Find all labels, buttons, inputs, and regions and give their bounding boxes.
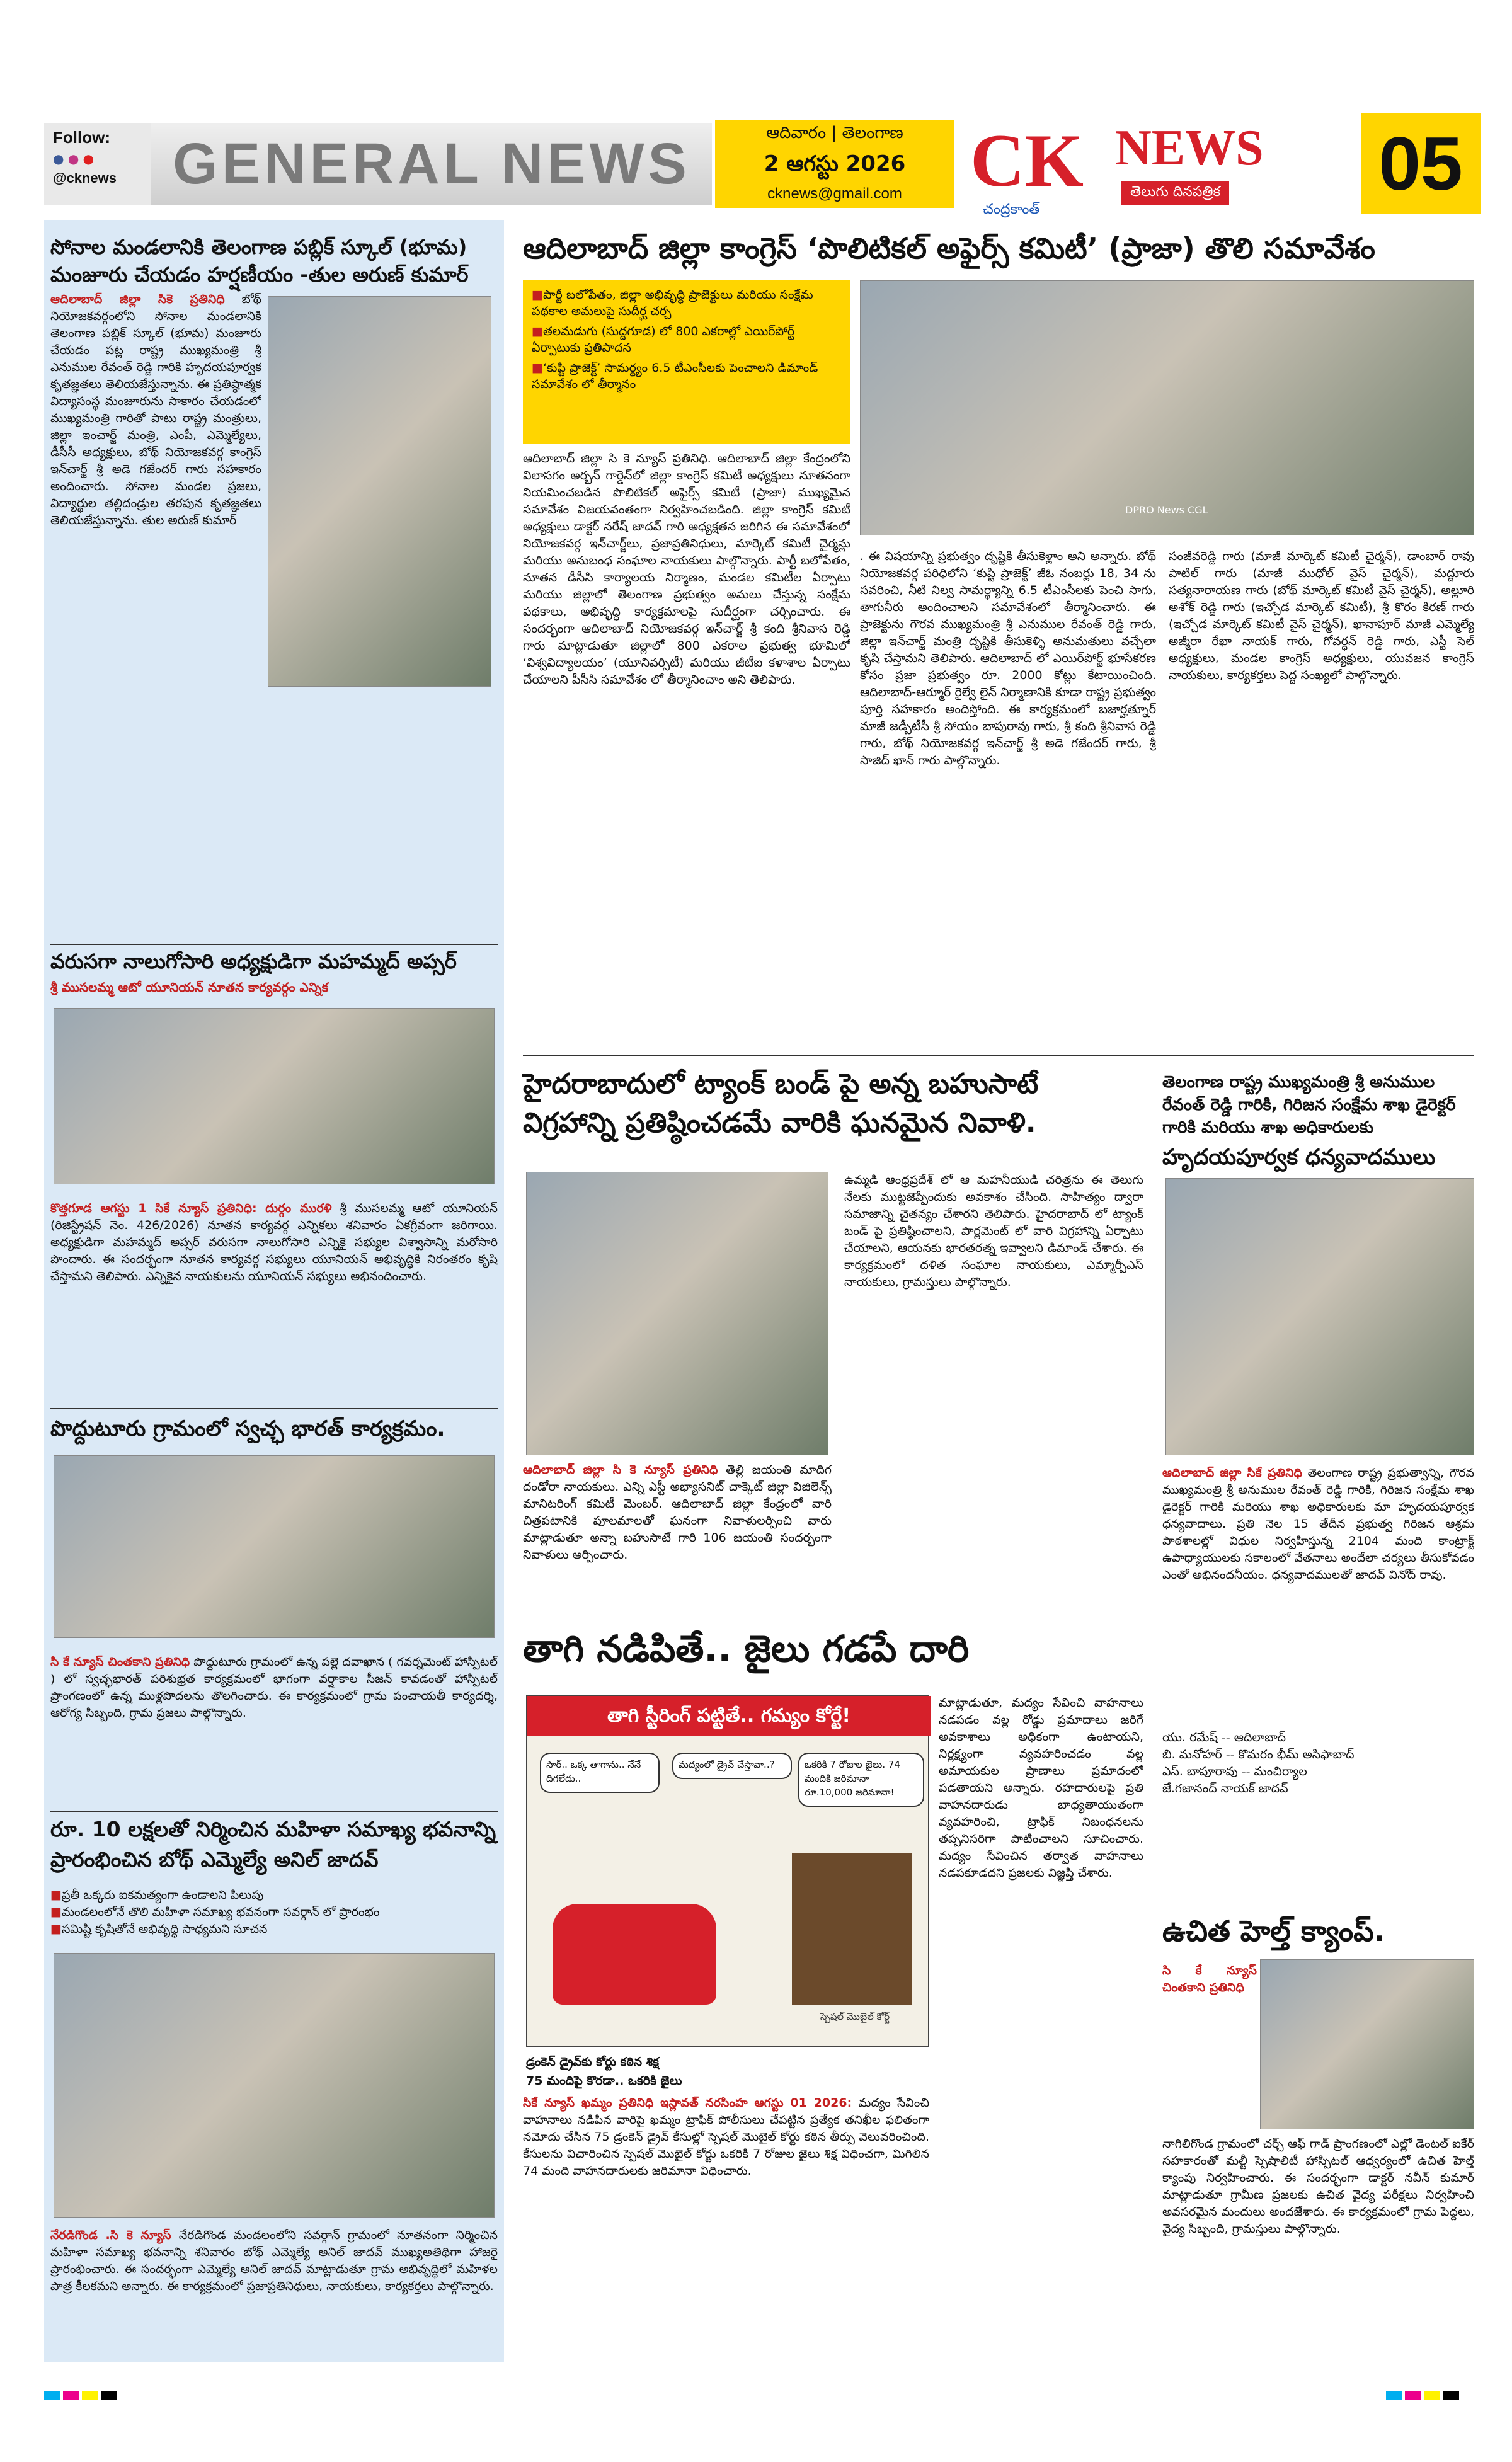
brand-logo [970, 113, 1348, 217]
drunk-caption-2: 75 మందిపై కొరడా.. ఒకరికి జైలు [526, 2074, 682, 2088]
s2-subhead: శ్రీ ముసలమ్మ ఆటో యూనియన్ నూతన కార్యవర్గం ఎన్నిక [50, 980, 329, 995]
top-headline: ఆదిలాబాద్ జిల్లా కాంగ్రెస్ ‘పొలిటికల్ అఫైర్స్ కమిటీ’ (ప్రాజా) తొలి సమావేశం [523, 231, 1375, 265]
facebook-icon[interactable]: ● [53, 151, 64, 166]
s3-headline: పొద్దుటూరు గ్రామంలో స్వచ్ఛ భారత్ కార్యక్రమం. [50, 1416, 445, 1441]
signatory: ఎస్. బాపూరావు -- మంచిర్యాల [1162, 1765, 1307, 1778]
top-bullets [523, 280, 850, 444]
s4-body: నేరడిగొండ మండలంలోని సవర్గాన్ గ్రామంలో నూతనంగా నిర్మించిన మహిళా సమాఖ్య భవనాన్ని శనివారం బోథ్ ఎమ్మెల్యే అనిల్ జాదవ్ ముఖ్యఅతిథిగా హాజరై ప్రారంభించారు. ఈ సందర్భంగా ఎమ్మెల్యే అనిల్ జాదవ్ మాట్లాడుతూ గ్రామ అభివృద్ధిలో మహిళల పాత్ర కీలకమని అన్నారు. ఈ కార్యక్రమంలో ప్రజాప్రతినిధులు, నాయకులు, కార్యకర్తలు పాల్గొన్నారు. [50, 2228, 498, 2293]
s4-bullet: ■ మండలంలోనే తొలి మహిళా సమాఖ్య భవనంగా సవర్గాన్ లో ప్రారంభం [50, 1904, 498, 1921]
signatory: యు. రమేష్ -- ఆదిలాబాద్ [1162, 1731, 1286, 1744]
s2-text [50, 1200, 498, 1408]
divider [50, 1408, 498, 1409]
email: cknews@gmail.com [767, 185, 902, 202]
health-body: నాగిలిగొండ గ్రామంలో చర్చ్ ఆఫ్ గాడ్ ప్రాంగణంలో ఎల్లో డెంటల్ ఐకేర్ సహకారంతో మల్టీ స్పెషాలిటీ హాస్పిటల్ ఆధ్వర్యంలో ఉచిత హెల్త్ క్యాంపు నిర్వహించారు. ఈ సందర్భంగా డాక్టర్ నవీన్ కుమార్ మాట్లాడుతూ గ్రామీణ ప్రజలకు ఉచిత వైద్య పరీక్షలు నిర్వహించి అవసరమైన మందులు అందజేశారు. ఈ కార్యక్రమంలో గ్రామ పెద్దలు, వైద్య సిబ్బంది, గ్రామస్తులు పాల్గొన్నారు. [1162, 2137, 1474, 2236]
top-bullet: ■ పార్టీ బలోపేతం, జిల్లా అభివృద్ధి ప్రాజెక్టులు మరియు సంక్షేమ పథకాల అమలుపై సుదీర్ఘ చర్చ [532, 287, 842, 319]
thanks-dateline: ఆదిలాబాద్ జిల్లా సికే ప్రతినిధి [1162, 1466, 1302, 1480]
s4-text [50, 2227, 498, 2359]
middle-dateline: ఆదిలాబాద్ జిల్లా సి కె న్యూస్ ప్రతినిధి [523, 1463, 718, 1477]
logo-sub: చంద్రకాంత్ [983, 202, 1040, 217]
divider [50, 944, 498, 945]
top-bullet: ■ తలమడుగు (సుద్దగూడ) లో 800 ఎకరాల్లో ఎయిర్‌పోర్ట్ ఏర్పాటుకు ప్రతిపాదన [532, 323, 842, 356]
middle-col1 [523, 1462, 832, 1606]
thanks-signatories [1162, 1729, 1474, 1912]
s4-bullet: ■ సమిష్టి కృషితోనే అభివృద్ధి సాధ్యమని సూచన [50, 1921, 498, 1938]
court-label: స్పెషల్ మొబైల్ కోర్ట్ [820, 2011, 890, 2022]
drunk-graphic [526, 1695, 929, 2047]
s1-photo [268, 296, 491, 687]
drunk-col2: మాట్లాడుతూ, మద్యం సేవించి వాహనాలు నడపడం వల్ల రోడ్డు ప్రమాదాలు జరిగే అవకాశాలు అధికంగా ఉంటాయని, నిర్లక్ష్యంగా వ్యవహరించడం వల్ల అమాయకుల ప్రాణాలు ప్రమాదంలో పడతాయని అన్నారు. రహదారులపై ప్రతి వాహనదారుడు బాధ్యతాయుతంగా వ్యవహరించి, ట్రాఫిక్ నిబంధనలను తప్పనిసరిగా పాటించాలని సూచించారు. మద్యం సేవించిన తర్వాత వాహనాలు నడపకూడదని ప్రజలకు విజ్ఞప్తి చేశారు. [939, 1696, 1143, 1880]
follow-box [44, 123, 151, 205]
thanks-text [1162, 1465, 1474, 1729]
page-number: 05 [1361, 113, 1480, 214]
day-place: ఆదివారం | తెలంగాణ [766, 123, 903, 142]
s2-headline: వరుసగా నాలుగోసారి అధ్యక్షుడిగా మహమ్మద్ అప్సర్ [50, 949, 457, 973]
issue-date: 2 ఆగస్టు 2026 [764, 151, 906, 176]
logo-tag: తెలుగు దినపత్రిక [1121, 181, 1229, 205]
s2-body: శ్రీ ముసలమ్మ ఆటో యూనియన్ (రిజిస్ట్రేషన్ నెం. 426/2026) నూతన కార్యవర్గ ఎన్నికలు శనివారం ఏకగ్రీవంగా జరిగాయి. అధ్యక్షుడిగా మహమ్మద్ అప్సర్ వరుసగా నాలుగోసారి ఎన్నికై సభ్యుల విశ్వాసాన్ని మరోసారి పొందారు. ఈ సందర్భంగా నూతన కార్యవర్గ సభ్యులు యూనియన్ అభివృద్ధికి నిరంతరం కృషి చేస్తామని తెలిపారు. ఎన్నికైన నాయకులను యూనియన్ సభ్యులు అభినందించారు. [50, 1201, 498, 1283]
s2-dateline: కొత్తగూడ ఆగస్టు 1 సికే న్యూస్ ప్రతినిధి: దుర్గం మురళి [50, 1201, 332, 1215]
top-photo-caption: DPRO News CGL [1125, 504, 1208, 516]
thanks-headline-2: హృదయపూర్వక ధన్యవాదములు [1162, 1145, 1436, 1170]
drunk-headline: తాగి నడిపితే.. జైలు గడపే దారి [523, 1627, 970, 1670]
registration-marks [1386, 2391, 1462, 2400]
car-icon [553, 1904, 716, 2005]
signatory: జే.గజానంద్ నాయక్ జాదవ్ [1162, 1782, 1288, 1795]
health-headline: ఉచిత హెల్త్ క్యాంప్. [1162, 1914, 1385, 1948]
speech-bubble: ఒకరికి 7 రోజుల జైలు. 74 మందికి జరిమానా రూ.10,000 జరిమానా! [798, 1753, 924, 1807]
divider [523, 1055, 1474, 1056]
s3-body: పొద్దుటూరు గ్రామంలో ఉన్న పల్లె దవాఖాన ( గవర్నమెంట్ హాస్పిటల్ ) లో స్వచ్ఛభారత్ పరిశుభ్రత కార్యక్రమంలో భాగంగా వర్షాకాల సీజన్ కావడంతో హాస్పిటల్ ప్రాంగణంలో ఉన్న ముళ్లపొదలను తొలగించారు. ఈ కార్యక్రమంలో గ్రామ పంచాయతీ కార్యదర్శి, ఆరోగ్య సిబ్బంది, గ్రామ ప్రజలు పాల్గొన్నారు. [50, 1655, 498, 1720]
section-title: GENERAL NEWS [151, 123, 712, 205]
s4-photo [54, 1953, 495, 2218]
drunk-col1-text: మద్యం సేవించి వాహనాలు నడిపిన వారిపై ఖమ్మం ట్రాఫిక్ పోలీసులు చేపట్టిన ప్రత్యేక తనిఖీల ఫలితంగా నమోదు చేసిన 75 డ్రంకెన్ డ్రైవ్ కేసుల్లో స్పెషల్ మొబైల్ కోర్టు కఠిన తీర్పు వెలువరించింది. కేసులను విచారించిన స్పెషల్ మొబైల్ కోర్టు ఒకరికి 7 రోజుల జైలు శిక్ష విధించగా, మిగిలిన 74 మంది వాహనదారులకు జరిమానా విధించారు. [523, 2096, 929, 2178]
middle-col1-text: తెల్లి జయంతి మాదిగ దండోరా నాయకులు. ఎన్ని ఎస్టీ అభ్యాసనిట్ చాక్కెట్ జిల్లా విజిలెన్స్ మానిటరింగ్ కమిటీ మెంబర్. ఆదిలాబాద్ జిల్లా కేంద్రంలో వారి చిత్రపటానికి పూలమాలతో ఘనంగా నివాళులర్పించి వారు మాట్లాడుతూ అన్నా బహుసాటే గారి 106 జయంతి సందర్భంగా నివాళులు అర్పించారు. [523, 1463, 832, 1562]
s3-dateline: సి కే న్యూస్ చింతకాని ప్రతినిధి [50, 1655, 190, 1669]
middle-photo [526, 1172, 828, 1455]
s2-photo [54, 1008, 495, 1184]
s4-bullet: ■ ప్రతీ ఒక్కరు ఐకమత్యంగా ఉండాలని పిలుపు [50, 1887, 498, 1904]
signatory: బి. మనోహర్ -- కొమరం భీమ్ అసిఫాబాద్ [1162, 1748, 1354, 1761]
middle-col2: ఉమ్మడి ఆంధ్రప్రదేశ్ లో ఆ మహనీయుడి చరిత్రను ఈ తెలుగు నేలకు ముట్టజెప్పేందుకు అవకాశం చేసింది. సాహిత్యం ద్వారా సమాజాన్ని చైతన్యం చేశారని తెలిపారు. హైదరాబాద్ లో ట్యాంక్ బండ్ పై ప్రతిష్ఠించాలని, పార్లమెంట్ లో వారి విగ్రహాన్ని ఏర్పాటు చేయాలని, ఆయనకు భారతరత్న ఇవ్వాలని డిమాండ్ చేశారు. ఈ కార్యక్రమంలో దళిత సంఘాల నాయకులు, ఎమ్మార్పీఎస్ నాయకులు, గ్రామస్తులు పాల్గొన్నారు. [844, 1173, 1143, 1289]
judge-bench-icon [792, 1853, 912, 2005]
logo-ck: CK [970, 118, 1084, 202]
thanks-headline-1: తెలంగాణ రాష్ట్ర ముఖ్యమంత్రి శ్రీ అనుముల రేవంత్ రెడ్డి గారికి, గిరిజన సంక్షేమ శాఖ డైరెక్టర్ గారికి మరియు శాఖ అధికారులకు [1162, 1073, 1456, 1137]
middle-headline: హైదరాబాదులో ట్యాంక్ బండ్ పై అన్న బహుసాటే విగ్రహాన్ని ప్రతిష్ఠించడమే వారికి ఘనమైన నివాళి. [523, 1068, 1039, 1139]
divider [50, 1811, 498, 1812]
youtube-icon[interactable]: ● [83, 151, 94, 166]
top-col3: సంజీవరెడ్డి గారు (మాజీ మార్కెట్ కమిటీ చైర్మన్), డాంబార్ రావు పాటిల్ గారు (మాజీ ముధోల్ వైస్ చైర్మన్), మద్దూరు సత్యనారాయణ గారు (బోథ్ మార్కెట్ కమిటీ వైస్ చైర్మన్), అల్లూరి అశోక్ రెడ్డి గారు (ఇచ్చోడ మార్కెట్ కమిటీ), శ్రీ కొరం కిరణ్ గారు (ఇచ్చోడ మార్కెట్ కమిటీ వైస్ చైర్మన్), ఖానాపూర్ మాజీ ఎమ్మెల్యే అజ్మీరా రేఖా నాయక్ గారు, గోవర్ధన్ రెడ్డి గారు, ఎస్టీ సెల్ అధ్యక్షులు, మండల కాంగ్రెస్ అధ్యక్షులు, యువజన కాంగ్రెస్ నాయకులు, కార్యకర్తలు పెద్ద సంఖ్యలో పాల్గొన్నారు. [1169, 549, 1474, 682]
drunk-dateline: సికే న్యూస్ ఖమ్మం ప్రతినిధి ఇస్లావత్ నరసింహ ఆగస్టు 01 2026: [523, 2096, 852, 2110]
health-photo [1260, 1959, 1474, 2129]
top-bullet: ■ ‘కుప్టి ప్రాజెక్ట్’ సామర్థ్యం 6.5 టీఎంసీలకు పెంచాలని డిమాండ్ సమావేశం లో తీర్మానం [532, 360, 842, 392]
date-box [715, 120, 954, 208]
logo-news: NEWS [1115, 120, 1264, 176]
drunk-caption-1: డ్రంకెన్ డ్రైవ్‌కు కోర్టు కఠిన శిక్ష [526, 2055, 660, 2069]
s1-dateline: ఆదిలాబాద్ జిల్లా సికె ప్రతినిధి [50, 292, 225, 306]
top-col1: ఆదిలాబాద్ జిల్లా సి కె న్యూస్ ప్రతినిధి. ఆదిలాబాద్ జిల్లా కేంద్రంలోని విలాసగం అర్బన్ గార్డెన్‌లో జిల్లా కాంగ్రెస్ కమిటీ అధ్యక్షులు నూతనంగా నియమించబడిన పొలిటికల్ అఫైర్స్ కమిటీ (ప్రాజా) ముఖ్యమైన సమావేశం విజయవంతంగా నిర్వహించబడింది. జిల్లా కాంగ్రెస్ కమిటీ అధ్యక్షులు డాక్టర్ నరేష్ జాదవ్ గారి అధ్యక్షతన జరిగిన ఈ సమావేశంలో నియోజకవర్గ ఇన్‌చార్జ్‌లు, ప్రజాప్రతినిధులు, మార్కెట్ కమిటీ చైర్మన్లు మరియు అనుబంధ సంఘాల నాయకులు పాల్గొన్నారు. పార్టీ బలోపేతం, నూతన డీసీసి కార్యాలయ నిర్మాణం, మండల కమిటీల ఏర్పాటు మరియు జిల్లాలో తెలంగాణ ప్రభుత్వం అమలు చేస్తున్న సంక్షేమ పథకాలు, అభివృద్ధి కార్యక్రమాలపై సుదీర్ఘంగా చర్చించారు. ఈ సందర్భంగా ఆదిలాబాద్ నియోజకవర్గ ఇన్‌చార్జ్ శ్రీ కంది శ్రీనివాస రెడ్డి గారు మాట్లాడుతూ జిల్లాలో 800 ఎకరాల ప్రభుత్వ భూమిలో ‘విశ్వవిద్యాలయం’ (యూనివర్సిటీ) మరియు జీటీఐ కళాశాల ఏర్పాటు చేయాలని పీసీసి సమావేశం లో తీర్మానించాం అని తెలిపారు. [523, 452, 850, 687]
thanks-photo [1166, 1178, 1474, 1455]
drunk-graphic-title: తాగి స్టీరింగ్ పట్టితే.. గమ్యం కోర్టే! [527, 1696, 931, 1736]
follow-label: Follow: [53, 128, 110, 147]
social-handle: @cknews [53, 170, 117, 186]
social-icons [53, 151, 151, 166]
top-col2: . ఈ విషయాన్ని ప్రభుత్వం దృష్టికి తీసుకెళ్లాం అని అన్నారు. బోథ్ నియోజకవర్గ పరిధిలోని ‘కుప్టి ప్రాజెక్ట్’ జీఓ నంబర్లు 18, 34 ను సవరించి, నీటి నిల్వ సామర్థ్యాన్ని 6.5 టీఎంసీలకు పెంచి సాగు, తాగునీరు అందించాలని సమావేశంలో తీర్మానించారు. ఈ ప్రాజెక్టును గౌరవ ముఖ్యమంత్రి శ్రీ ఎనుముల రేవంత్ రెడ్డి గారు, జిల్లా ఇన్‌చార్జ్ మంత్రి దృష్టికి తీసుకెళ్ళి అనుమతులు వచ్చేలా కృషి చేస్తామని తెలిపారు. ఆదిలాబాద్ లో ఎయిర్‌పోర్ట్ భూసేకరణ కోసం ప్రజా ప్రభుత్వం రూ. 2000 కోట్లు కేటాయించింది. ఆదిలాబాద్-ఆర్మూర్ రైల్వే లైన్ నిర్మాణానికి కూడా రాష్ట్ర ప్రభుత్వం పూర్తి సహకారం అందిస్తోంది. ఈ కార్యక్రమంలో బజార్హత్నూర్ మాజీ జడ్పీటీసీ శ్రీ సోయం బాపురావు గారు, శ్రీ కంది శ్రీనివాస రెడ్డి గారు, బోథ్ నియోజకవర్గ ఇన్‌చార్జ్ శ్రీ అడె గజేందర్ గారు, శ్రీ సాజిద్ ఖాన్ గారు పాల్గొన్నారు. [860, 549, 1156, 767]
speech-bubble: మద్యంలో డ్రైవ్ చేస్తావా..? [672, 1753, 792, 1779]
instagram-icon[interactable]: ● [67, 151, 79, 166]
registration-marks [44, 2391, 120, 2400]
s4-bullets [50, 1887, 498, 1938]
speech-bubble: సార్.. ఒక్క తాగాను.. నేనే దిగలేదు.. [540, 1753, 660, 1793]
s1-text [50, 291, 261, 984]
health-dateline: సి కే న్యూస్ చింతకాని ప్రతినిధి [1162, 1964, 1257, 1995]
drunk-col1 [523, 2095, 929, 2359]
thanks-body: తెలంగాణ రాష్ట్ర ప్రభుత్వాన్ని, గౌరవ ముఖ్యమంత్రి శ్రీ అనుముల రేవంత్ రెడ్డి గారికి, గిరిజన సంక్షేమ శాఖ డైరెక్టర్ గారికి మరియు శాఖ అధికారులకు మా హృదయపూర్వక ధన్యవాదాలు. ప్రతి నెల 15 తేదీన ప్రభుత్వ గిరిజన ఆశ్రమ పాఠశాలల్లో విధుల నిర్వహిస్తున్న 2104 మంది కాంట్రాక్ట్ ఉపాధ్యాయులకు సకాలంలో వేతనాలు అందేలా చర్యలు తీసుకోవడం ఎంతో అభినందనీయం. ధన్యవాదములతో జాదవ్ వినోద్ రావు. [1162, 1466, 1474, 1582]
top-photo [860, 280, 1474, 535]
s1-headline: సోనాల మండలానికి తెలంగాణ పబ్లిక్ స్కూల్ (భూమ) మంజూరు చేయడం హర్షణీయం -తుల అరుణ్ కుమార్ [50, 235, 469, 287]
s1-body: బోథ్ నియోజకవర్గంలోని సోనాల మండలానికి తెలంగాణ పబ్లిక్ స్కూల్ (భూమ) మంజూరు చేయడం పట్ల రాష్ట్ర ముఖ్యమంత్రి శ్రీ ఎనుముల రేవంత్ రెడ్డి గారికి హృదయపూర్వక కృతజ్ఞతలు తెలియజేస్తున్నాను. ఈ ప్రతిష్ఠాత్మక విద్యాసంస్థ మంజూరును సాకారం చేయడంలో ముఖ్యమంత్రి గారితో పాటు రాష్ట్ర మంత్రులు, జిల్లా ఇంచార్జ్ మంత్రి, ఎంపీ, ఎమ్మెల్యేలు, డీసీసీ అధ్యక్షులు, బోథ్ నియోజకవర్గ కాంగ్రెస్ ఇన్‌చార్జ్ శ్రీ అడె గజేందర్ గారు సహకారం అందించారు. సోనాల మండల ప్రజలు, విద్యార్థుల తల్లిదండ్రుల తరపున కృతజ్ఞతలు తెలియజేస్తున్నాను. తుల అరుణ్ కుమార్ [50, 292, 261, 527]
s3-photo [54, 1455, 495, 1638]
s4-dateline: నేరడిగొండ .సి కె న్యూస్ [50, 2228, 171, 2242]
s4-headline: రూ. 10 లక్షలతో నిర్మించిన మహిళా సమాఖ్య భవనాన్ని ప్రారంభించిన బోథ్ ఎమ్మెల్యే అనిల్ జాదవ్ [50, 1817, 496, 1872]
s3-text [50, 1654, 498, 1811]
